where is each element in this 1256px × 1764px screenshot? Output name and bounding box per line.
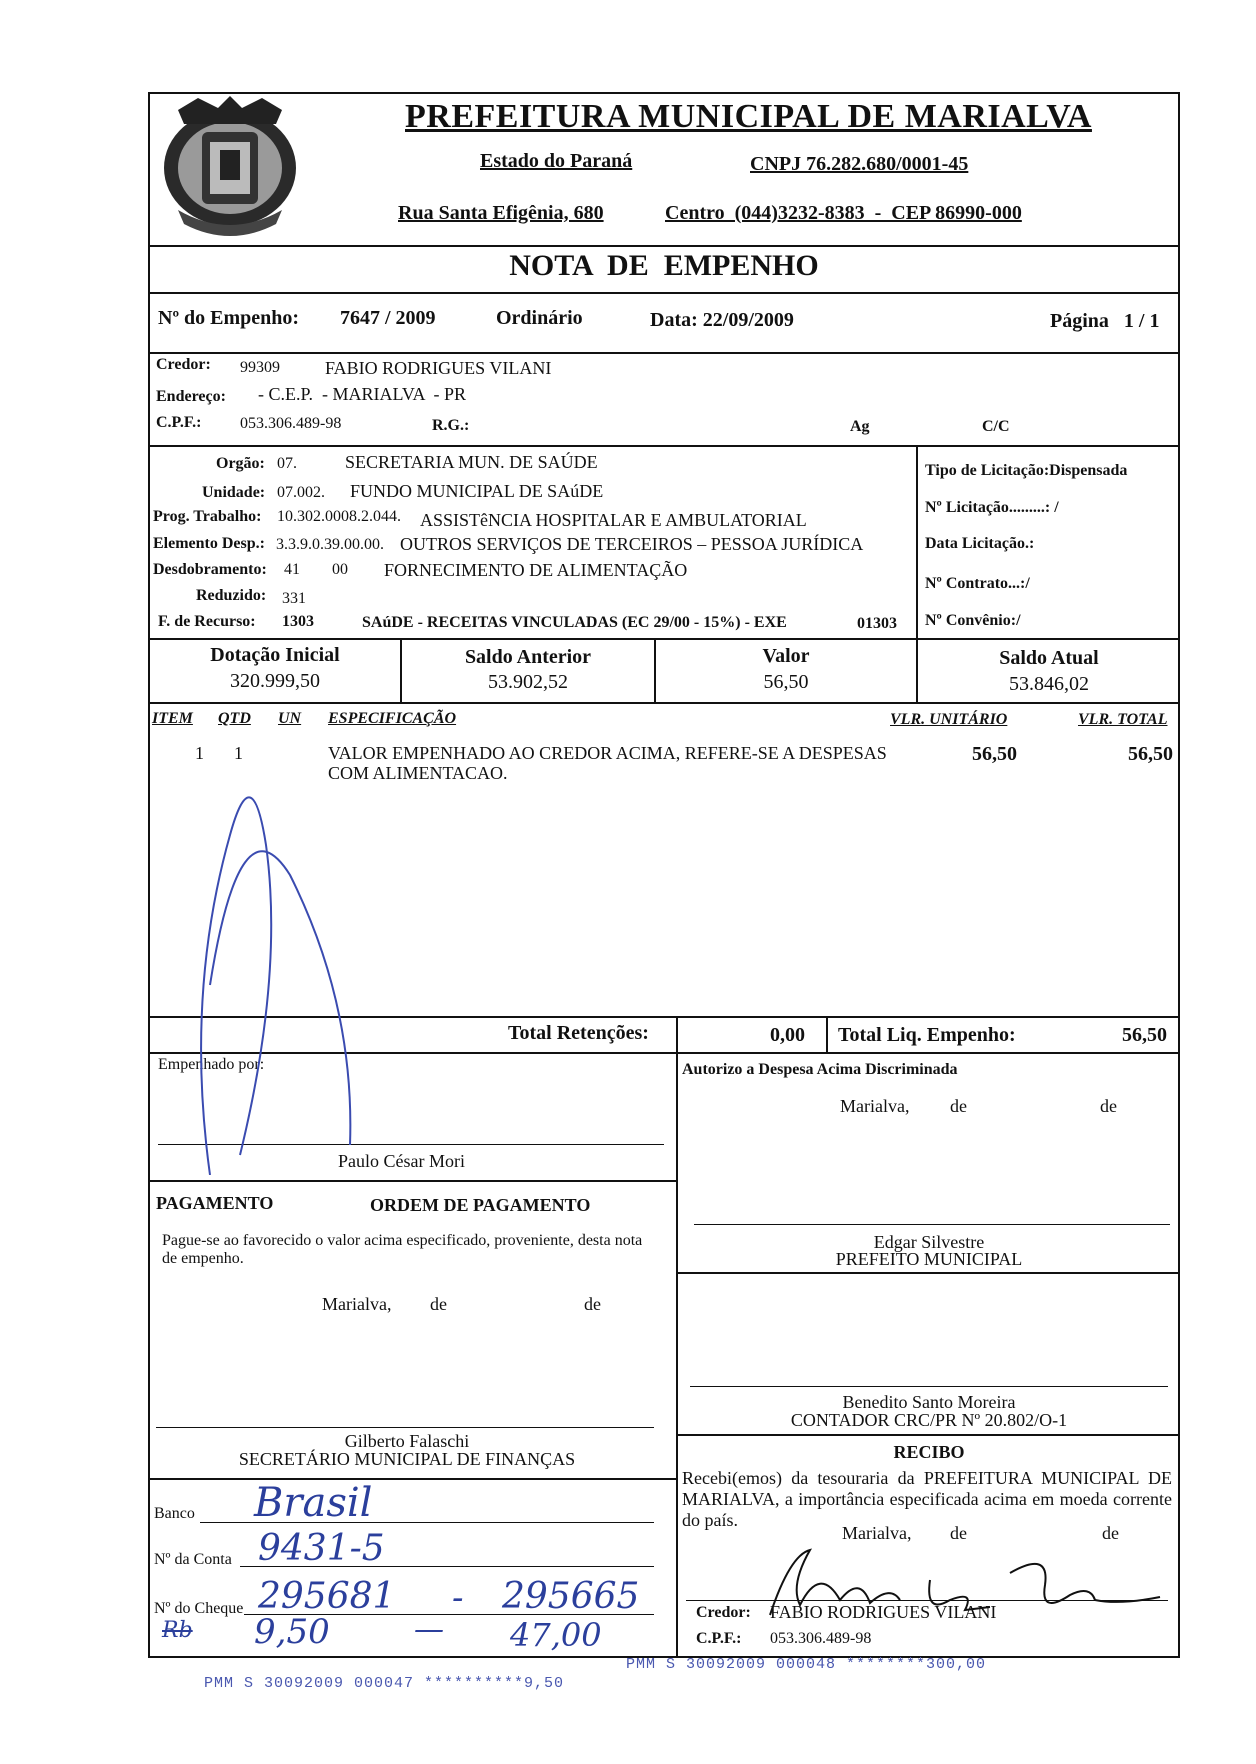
cheque-handwritten-1: 295681 (258, 1576, 396, 1617)
empenho-number-label: Nº do Empenho: (158, 307, 300, 329)
recibo-credor-name: FABIO RODRIGUES VILANI (770, 1602, 997, 1622)
value-handwritten-1: 9,50 (254, 1612, 330, 1652)
liq-value: 56,50 (1122, 1024, 1167, 1046)
page-title: PREFEITURA MUNICIPAL DE MARIALVA (405, 98, 1092, 135)
value-handwritten-2: 47,00 (510, 1616, 602, 1654)
rg-label: R.G.: (432, 417, 470, 434)
recibo-cpf-label: C.P.F.: (696, 1630, 742, 1647)
contador-role: CONTADOR CRC/PR Nº 20.802/O-1 (790, 1410, 1068, 1430)
unidade-name: FUNDO MUNICIPAL DE SAúDE (350, 481, 604, 501)
banco-handwritten: Brasil (254, 1480, 373, 1526)
desd-code1: 41 (284, 561, 300, 578)
pagamento-place: Marialva, (322, 1294, 392, 1314)
desd-name: FORNECIMENTO DE ALIMENTAÇÃO (384, 560, 688, 580)
coat-of-arms (158, 90, 303, 240)
empenhado-label: Empenhado por: (158, 1056, 265, 1073)
bank-stamp-1: PMM S 30092009 000047 **********9,50 (204, 1675, 565, 1692)
recurso-label: F. de Recurso: (158, 613, 256, 630)
dotacao-inicial-value: 320.999,50 (230, 670, 320, 692)
licitacao-convenio: Nº Convênio:/ (925, 612, 1021, 629)
unidade-label: Unidade: (202, 484, 266, 501)
ag-label: Ag (850, 418, 870, 435)
saldo-anterior-value: 53.902,52 (488, 671, 568, 693)
endereco-label: Endereço: (156, 388, 226, 405)
recurso-code: 1303 (282, 613, 314, 630)
credor-code: 99309 (240, 359, 280, 376)
bank-stamp-2: PMM S 30092009 000048 ********300,00 (626, 1656, 987, 1673)
orgao-name: SECRETARIA MUN. DE SAÚDE (345, 452, 598, 472)
reduzido-value: 331 (282, 590, 306, 607)
licitacao-data: Data Licitação.: (925, 535, 1035, 552)
autorizo-title: Autorizo a Despesa Acima Discriminada (682, 1061, 958, 1078)
item-number: 1 (195, 743, 204, 763)
conta-label: Nº da Conta (154, 1551, 232, 1568)
prog-code: 10.302.0008.2.044. (277, 508, 401, 525)
cheque-separator: - (452, 1578, 464, 1618)
cheque-handwritten-2: 295665 (502, 1576, 640, 1617)
licitacao-numero: Nº Licitação.........: / (925, 499, 1059, 516)
endereco-value: - C.E.P. - MARIALVA - PR (258, 384, 467, 404)
elem-code: 3.3.9.0.39.00.00. (276, 536, 384, 553)
orgao-code: 07. (277, 455, 297, 472)
valor-label: Valor (762, 645, 810, 667)
elem-name: OUTROS SERVIÇOS DE TERCEIROS – PESSOA JURÍDICA (400, 534, 864, 554)
ordem-pagamento: ORDEM DE PAGAMENTO (370, 1195, 591, 1215)
item-spec-line2: COM ALIMENTACAO. (328, 763, 508, 783)
saldo-anterior-label: Saldo Anterior (464, 646, 592, 668)
recibo-de2: de (1102, 1523, 1119, 1543)
contador-signer: Benedito Santo Moreira (842, 1392, 1016, 1412)
cpf-label: C.P.F.: (156, 414, 202, 431)
recibo-title: RECIBO (893, 1442, 965, 1462)
liq-label: Total Liq. Empenho: (838, 1024, 1016, 1046)
pagamento-de2: de (584, 1294, 601, 1314)
col-item: ITEM (152, 710, 193, 727)
unidade-code: 07.002. (277, 484, 325, 501)
district-phone-cep: Centro (044)3232-8383 - CEP 86990-000 (665, 202, 1022, 224)
col-vlr-total: VLR. TOTAL (1078, 711, 1168, 728)
credor-label: Credor: (156, 356, 211, 373)
item-spec-line1: VALOR EMPENHADO AO CREDOR ACIMA, REFERE-SE A DESPESAS (328, 743, 887, 763)
cc-label: C/C (982, 418, 1010, 435)
col-un: UN (278, 710, 302, 727)
autorizo-place: Marialva, (840, 1096, 910, 1116)
recibo-credor-label: Credor: (696, 1604, 751, 1621)
saldo-atual-value: 53.846,02 (1009, 673, 1089, 695)
empenho-number: 7647 / 2009 (340, 307, 436, 329)
values-prefix-handwritten: Rb (162, 1618, 193, 1643)
licitacao-tipo: Tipo de Licitação:Dispensada (925, 462, 1128, 479)
col-spec: ESPECIFICAÇÃO (328, 710, 457, 727)
recibo-cpf-value: 053.306.489-98 (770, 1630, 872, 1647)
col-qtd: QTD (218, 710, 251, 727)
desd-code2: 00 (332, 561, 348, 578)
retencoes-label: Total Retenções: (508, 1022, 649, 1044)
recibo-signature (750, 1545, 1170, 1625)
pagamento-signer: Gilberto Falaschi (344, 1431, 470, 1451)
dotacao-inicial-label: Dotação Inicial (210, 644, 340, 666)
orgao-label: Orgão: (216, 455, 265, 472)
item-vlr-total: 56,50 (1128, 743, 1173, 765)
cnpj: CNPJ 76.282.680/0001-45 (750, 153, 969, 175)
licitacao-contrato: Nº Contrato...:/ (925, 575, 1030, 592)
pagamento-text: Pague-se ao favorecido o valor acima especificado, proveniente, desta nota de empenho. (162, 1232, 643, 1267)
retencoes-value: 0,00 (770, 1024, 805, 1046)
cheque-label: Nº do Cheque (154, 1600, 244, 1617)
autorizo-signer-role: PREFEITO MUNICIPAL (835, 1249, 1023, 1269)
prog-name: ASSISTêNCIA HOSPITALAR E AMBULATORIAL (420, 510, 807, 530)
page-number: Página 1 / 1 (1050, 310, 1160, 332)
recurso-name: SAúDE - RECEITAS VINCULADAS (EC 29/00 - 15%) - EXE (362, 614, 787, 631)
empenho-date: Data: 22/09/2009 (650, 309, 794, 331)
empenhado-signer: Paulo César Mori (338, 1151, 465, 1171)
saldo-atual-label: Saldo Atual (999, 647, 1099, 669)
conta-handwritten: 9431-5 (258, 1528, 385, 1569)
state-name: Estado do Paraná (480, 150, 633, 172)
pagamento-de1: de (430, 1294, 447, 1314)
pagamento-label: PAGAMENTO (156, 1193, 274, 1213)
col-vlr-unit: VLR. UNITÁRIO (890, 711, 1008, 728)
prog-label: Prog. Trabalho: (153, 508, 262, 525)
empenho-type: Ordinário (496, 307, 583, 329)
recibo-text: Recebi(emos) da tesouraria da PREFEITURA MUNICIPAL DE MARIALVA, a importância especificada acima em moeda corrente do país. (682, 1468, 1172, 1530)
autorizo-de2: de (1100, 1096, 1117, 1116)
recibo-de1: de (950, 1523, 967, 1543)
valor-value: 56,50 (763, 671, 809, 693)
recurso-number: 01303 (857, 615, 897, 632)
banco-label: Banco (154, 1505, 195, 1522)
address: Rua Santa Efigênia, 680 (398, 202, 604, 224)
reduzido-label: Reduzido: (196, 587, 267, 604)
autorizo-de1: de (950, 1096, 967, 1116)
item-qtd: 1 (234, 743, 243, 763)
value-separator: — (414, 1612, 444, 1647)
pagamento-signer-role: SECRETÁRIO MUNICIPAL DE FINANÇAS (238, 1449, 576, 1469)
doc-title: NOTA DE EMPENHO (509, 249, 819, 282)
item-vlr-unit: 56,50 (972, 743, 1017, 765)
elem-label: Elemento Desp.: (153, 535, 265, 552)
recibo-place: Marialva, (842, 1523, 912, 1543)
desd-label: Desdobramento: (153, 561, 267, 578)
cpf-value: 053.306.489-98 (240, 415, 342, 432)
credor-name: FABIO RODRIGUES VILANI (325, 358, 552, 378)
autorizo-signer: Edgar Silvestre (873, 1232, 985, 1252)
